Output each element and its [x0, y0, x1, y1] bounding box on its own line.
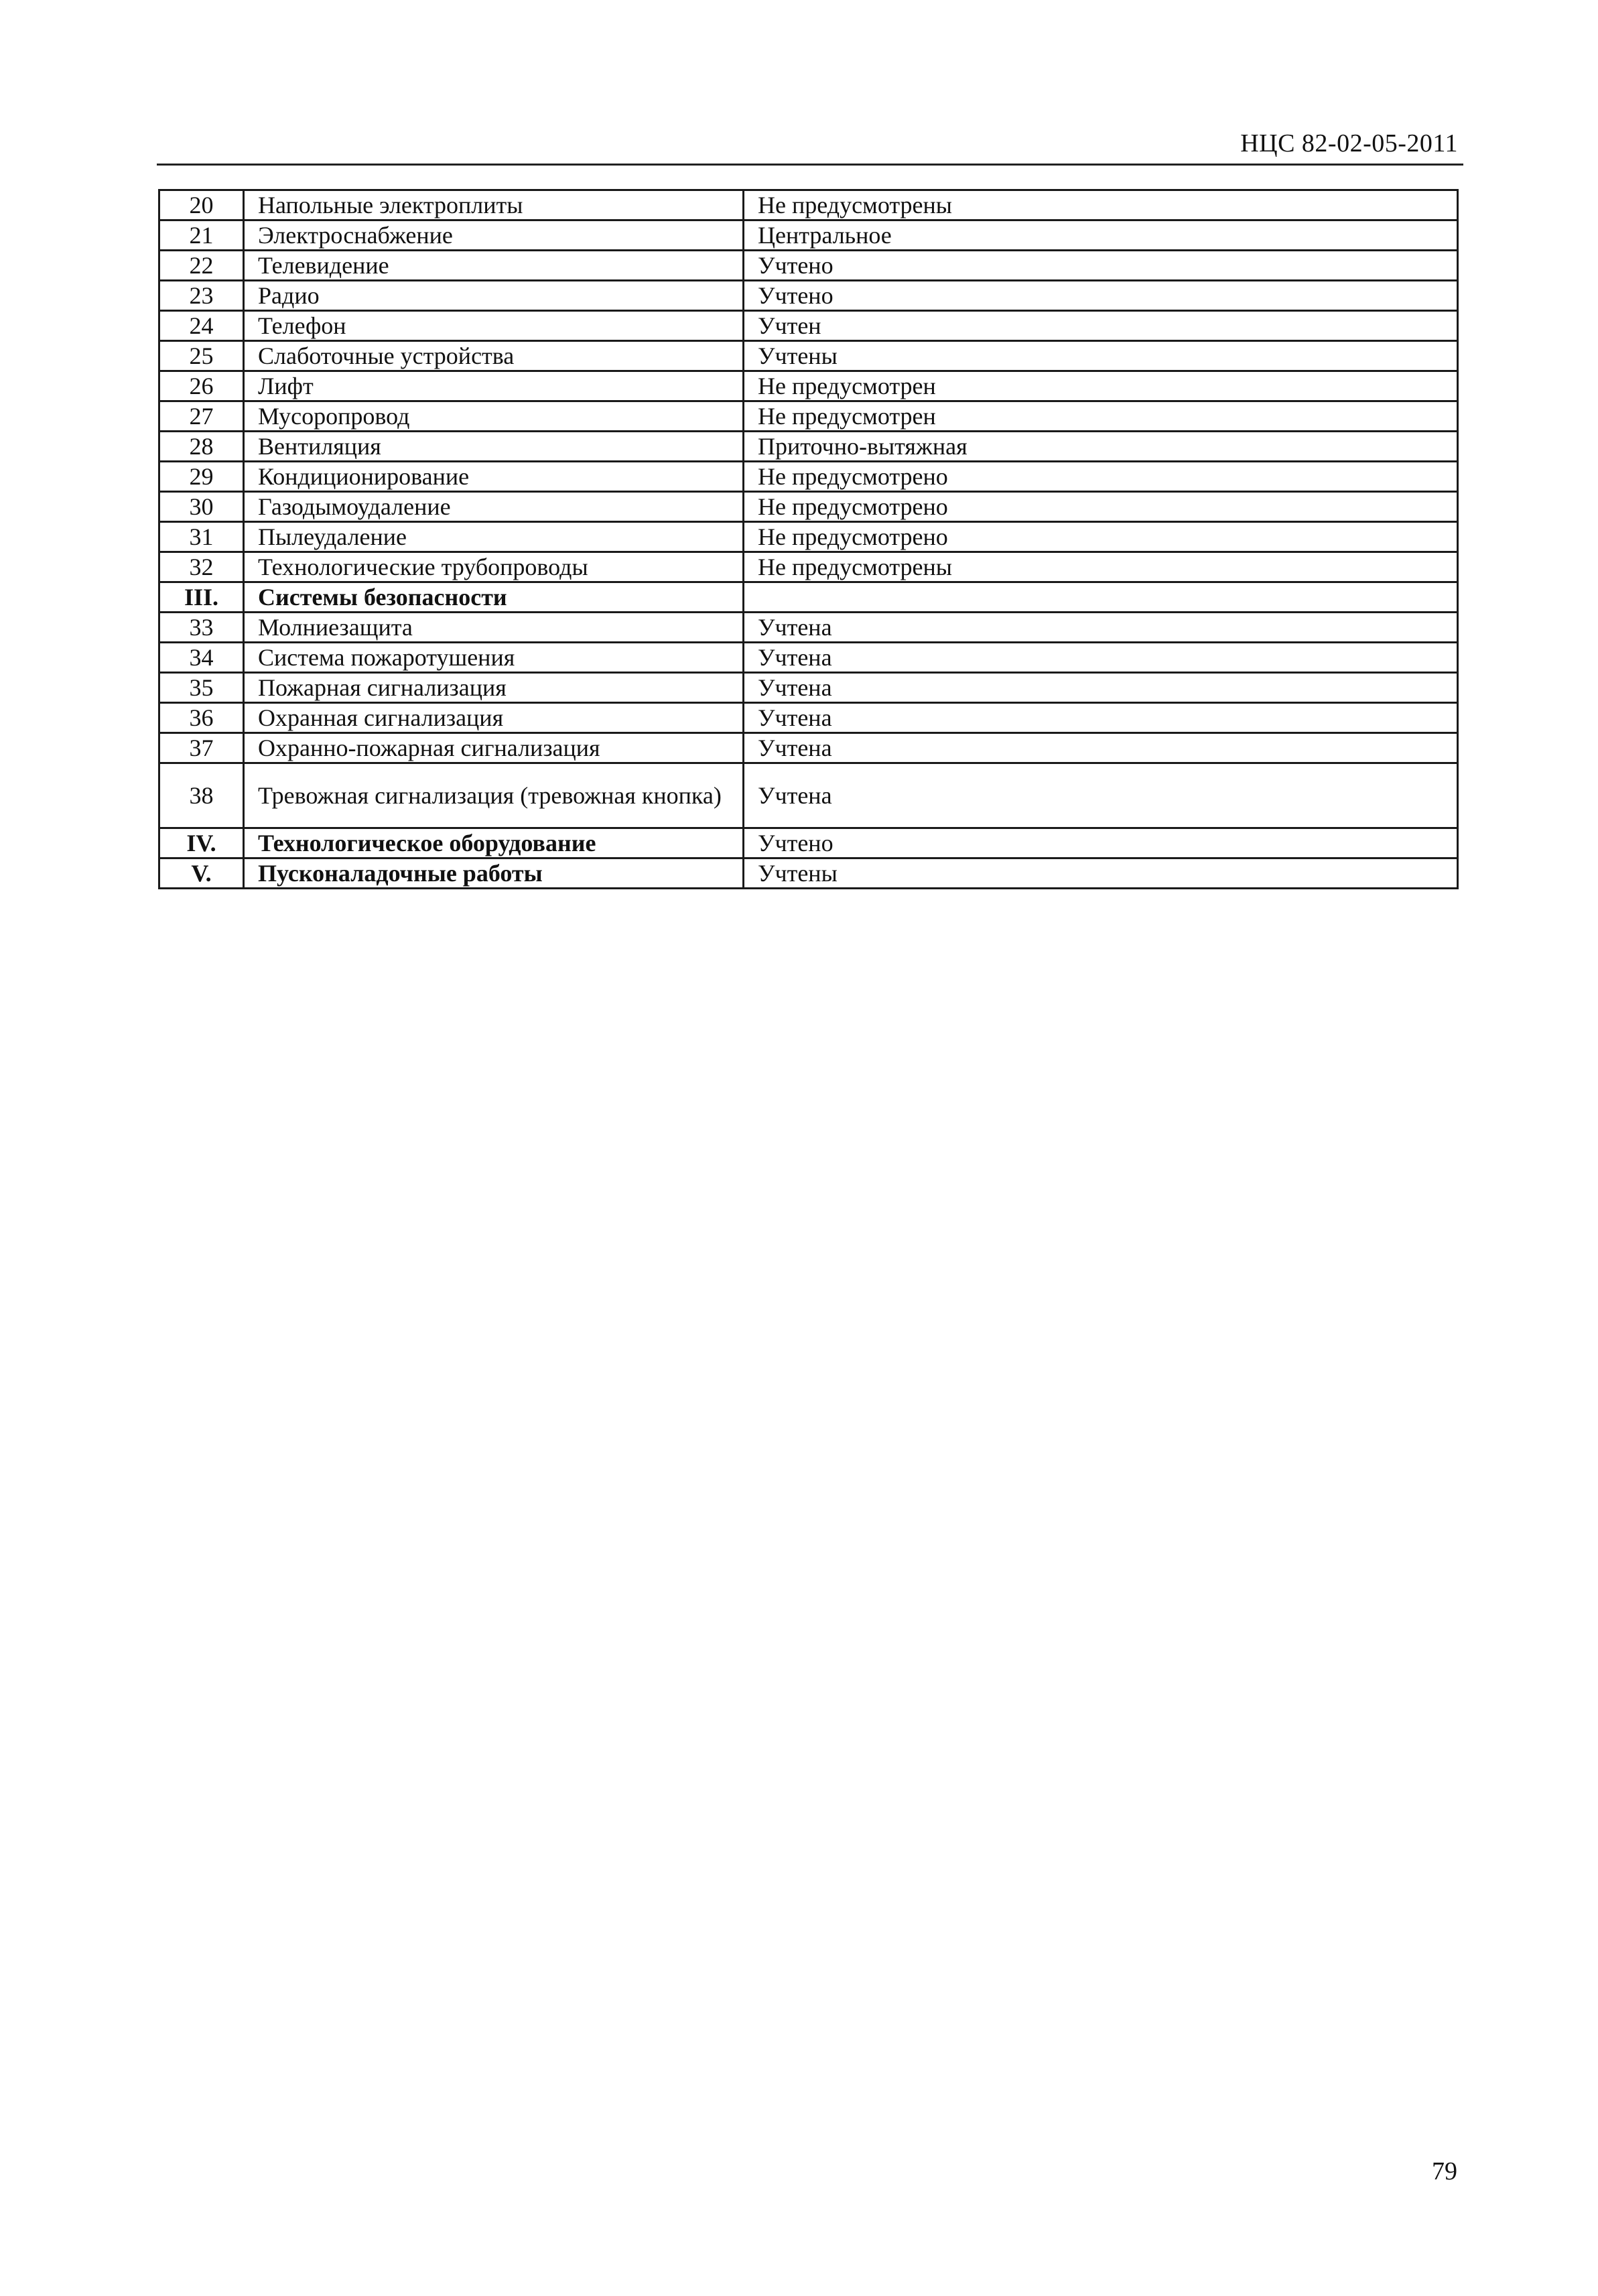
table-row [159, 462, 1458, 492]
row-number: 30 [159, 492, 244, 522]
row-name: Пожарная сигнализация [244, 673, 744, 703]
row-number: 20 [159, 190, 244, 220]
table-row [159, 251, 1458, 281]
row-name: Электроснабжение [244, 220, 744, 251]
row-number: 35 [159, 673, 244, 703]
row-value: Учтены [744, 858, 1458, 889]
document-header [157, 125, 1463, 166]
row-value: Учтены [744, 341, 1458, 371]
section-title: Пусконаладочные работы [244, 858, 744, 889]
row-name: Пылеудаление [244, 522, 744, 552]
row-name: Мусоропровод [244, 401, 744, 432]
row-name: Напольные электроплиты [244, 190, 744, 220]
table-row [159, 552, 1458, 582]
row-value: Учтено [744, 251, 1458, 281]
section-title: Технологическое оборудование [244, 828, 744, 858]
row-value: Учтена [744, 643, 1458, 673]
table-row [159, 763, 1458, 828]
row-number: 32 [159, 552, 244, 582]
specification-table [158, 189, 1459, 889]
section-row-technological-equipment [159, 828, 1458, 858]
row-name: Охранно-пожарная сигнализация [244, 733, 744, 763]
table-row [159, 311, 1458, 341]
row-number: 25 [159, 341, 244, 371]
row-number: 29 [159, 462, 244, 492]
table-row [159, 703, 1458, 733]
table-row [159, 220, 1458, 251]
row-name: Телефон [244, 311, 744, 341]
table-row [159, 492, 1458, 522]
table-row [159, 281, 1458, 311]
row-value: Не предусмотрено [744, 522, 1458, 552]
section-title: Системы безопасности [244, 582, 744, 613]
row-value: Не предусмотрено [744, 492, 1458, 522]
row-name: Кондиционирование [244, 462, 744, 492]
table-row [159, 190, 1458, 220]
table-row [159, 643, 1458, 673]
table-row [159, 733, 1458, 763]
row-number: 27 [159, 401, 244, 432]
row-number: 38 [159, 763, 244, 828]
row-value: Не предусмотрен [744, 371, 1458, 401]
row-name: Молниезащита [244, 613, 744, 643]
table-row [159, 522, 1458, 552]
row-name: Вентиляция [244, 432, 744, 462]
row-value: Учтена [744, 613, 1458, 643]
section-row-commissioning-works [159, 858, 1458, 889]
row-name: Телевидение [244, 251, 744, 281]
row-name: Слаботочные устройства [244, 341, 744, 371]
section-number: V. [159, 858, 244, 889]
document-code: НЦС 82-02-05-2011 [1240, 129, 1458, 157]
row-name: Тревожная сигнализация (тревожная кнопка) [244, 763, 744, 828]
row-name: Система пожаротушения [244, 643, 744, 673]
row-value [744, 582, 1458, 613]
row-value: Не предусмотрены [744, 190, 1458, 220]
row-number: 33 [159, 613, 244, 643]
row-name: Лифт [244, 371, 744, 401]
section-number: III. [159, 582, 244, 613]
row-name: Радио [244, 281, 744, 311]
row-value: Учтена [744, 733, 1458, 763]
table-row [159, 673, 1458, 703]
table-row [159, 613, 1458, 643]
row-value: Учтено [744, 281, 1458, 311]
row-value: Не предусмотрено [744, 462, 1458, 492]
row-number: 26 [159, 371, 244, 401]
row-name: Газодымоудаление [244, 492, 744, 522]
row-name: Технологические трубопроводы [244, 552, 744, 582]
row-number: 23 [159, 281, 244, 311]
table-row [159, 341, 1458, 371]
row-value: Учтена [744, 703, 1458, 733]
row-number: 24 [159, 311, 244, 341]
row-value: Учтена [744, 673, 1458, 703]
table-row [159, 401, 1458, 432]
row-name: Охранная сигнализация [244, 703, 744, 733]
row-value: Приточно-вытяжная [744, 432, 1458, 462]
row-number: 34 [159, 643, 244, 673]
row-value: Не предусмотрены [744, 552, 1458, 582]
row-number: 37 [159, 733, 244, 763]
row-number: 22 [159, 251, 244, 281]
table-row [159, 432, 1458, 462]
section-number: IV. [159, 828, 244, 858]
section-row-safety-systems [159, 582, 1458, 613]
page-number: 79 [1432, 2157, 1457, 2185]
row-value: Учтен [744, 311, 1458, 341]
row-value: Учтено [744, 828, 1458, 858]
row-number: 21 [159, 220, 244, 251]
row-number: 31 [159, 522, 244, 552]
row-number: 36 [159, 703, 244, 733]
row-value: Учтена [744, 763, 1458, 828]
table-row [159, 371, 1458, 401]
row-value: Не предусмотрен [744, 401, 1458, 432]
row-number: 28 [159, 432, 244, 462]
row-value: Центральное [744, 220, 1458, 251]
